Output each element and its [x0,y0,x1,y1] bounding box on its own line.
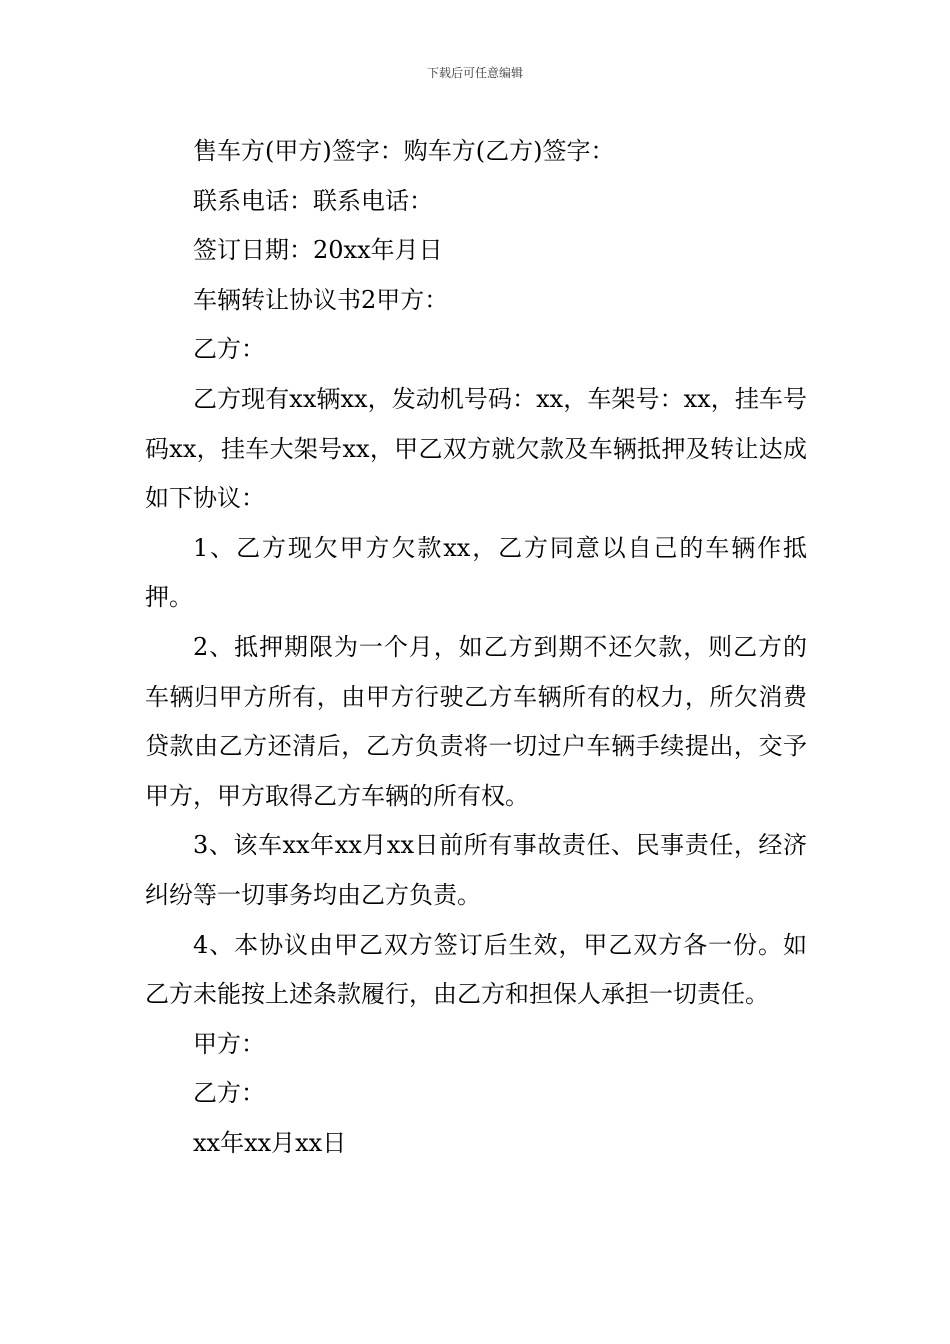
party-b-line: 乙方： [193,335,265,364]
seller-buyer-signature-line: 售车方(甲方)签字：购车方(乙方)签字： [193,137,615,165]
clause-2-paragraph: 2、抵押期限为一个月，如乙方到期不还欠款，则乙方的车辆归甲方所有，由甲方行驶乙方车辆所有的权力，所欠消费贷款由乙方还清后，乙方负责将一切过户车辆手续提出，交予甲方，甲方取得乙方车辆的所有权。 [145,632,807,810]
signature-date: xx年xx月xx日 [193,1128,347,1157]
download-edit-note: 下载后可任意编辑 [426,66,523,80]
party-a-signature: 甲方： [193,1029,265,1058]
vehicle-description-paragraph: 乙方现有xx辆xx，发动机号码：xx，车架号：xx，挂车号码xx，挂车大架号xx，甲乙双方就欠款及车辆抵押及转让达成如下协议： [145,384,807,513]
clause-1-paragraph: 1、乙方现欠甲方欠款xx，乙方同意以自己的车辆作抵押。 [145,533,807,612]
clause-3-paragraph: 3、该车xx年xx月xx日前所有事故责任、民事责任，经济纠纷等一切事务均由乙方负责。 [145,831,807,909]
party-b-signature: 乙方： [193,1079,265,1108]
contract-body [145,127,807,1168]
agreement-title-party-a: 车辆转让协议书2甲方： [193,285,449,314]
contact-phone-line: 联系电话：联系电话： [193,186,433,215]
clause-4-paragraph: 4、本协议由甲乙双方签订后生效，甲乙双方各一份。如乙方未能按上述条款履行，由乙方和担保人承担一切责任。 [145,930,807,1009]
signing-date-line: 签订日期：20xx年月日 [193,236,443,265]
